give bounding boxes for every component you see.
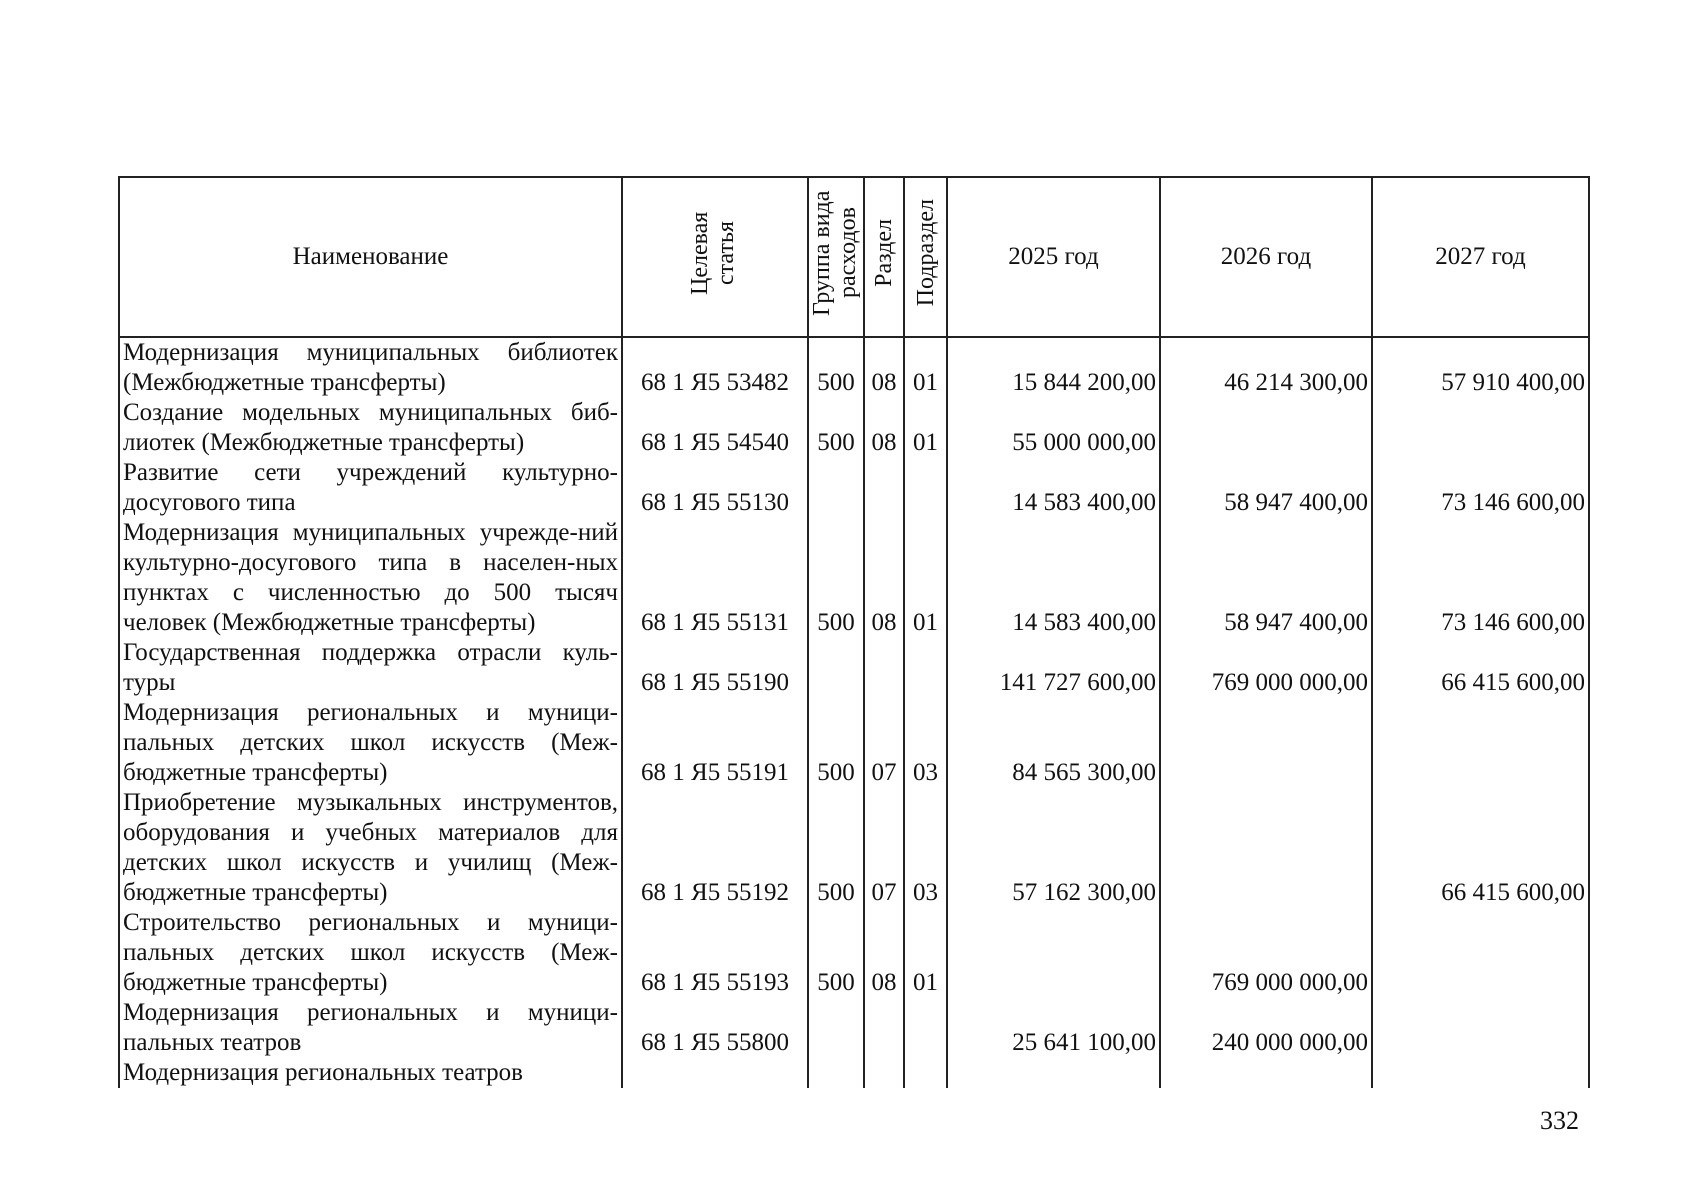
row-section: 08 xyxy=(864,398,904,458)
row-target-article: 68 1 Я5 55191 xyxy=(622,698,808,788)
row-name: Приобретение музыкальных инструментов, оборудования и учебных материалов для детских школ искусств и училищ (Меж-бюджетные трансферты) xyxy=(119,788,622,908)
row-section xyxy=(864,998,904,1058)
row-expense-group: 500 xyxy=(808,337,864,398)
table-row xyxy=(119,1058,1589,1088)
row-name: Модернизация региональных театров xyxy=(119,1058,622,1088)
budget-table-container xyxy=(118,176,1588,1088)
row-amount-2025 xyxy=(947,1058,1160,1088)
row-subsection xyxy=(904,1058,947,1088)
row-section: 07 xyxy=(864,788,904,908)
row-amount-2025 xyxy=(947,908,1160,998)
row-amount-2027: 66 415 600,00 xyxy=(1372,638,1589,698)
row-subsection: 03 xyxy=(904,788,947,908)
row-section xyxy=(864,458,904,518)
page-number: 332 xyxy=(1540,1106,1579,1135)
table-row xyxy=(119,788,1589,908)
row-amount-2025: 25 641 100,00 xyxy=(947,998,1160,1058)
row-amount-2025: 57 162 300,00 xyxy=(947,788,1160,908)
table-row xyxy=(119,908,1589,998)
row-target-article: 68 1 Я5 55130 xyxy=(622,458,808,518)
row-target-article: 68 1 Я5 55193 xyxy=(622,908,808,998)
row-section xyxy=(864,1058,904,1088)
table-body xyxy=(119,337,1589,1088)
row-target-article: 68 1 Я5 54540 xyxy=(622,398,808,458)
row-subsection: 01 xyxy=(904,518,947,638)
row-subsection: 01 xyxy=(904,908,947,998)
row-section xyxy=(864,638,904,698)
row-amount-2026: 240 000 000,00 xyxy=(1160,998,1372,1058)
budget-table xyxy=(118,176,1590,1088)
table-header xyxy=(119,177,1589,337)
row-subsection xyxy=(904,998,947,1058)
row-amount-2026: 769 000 000,00 xyxy=(1160,638,1372,698)
row-name: Модернизация региональных и муници-пальных театров xyxy=(119,998,622,1058)
row-amount-2025: 84 565 300,00 xyxy=(947,698,1160,788)
row-subsection: 01 xyxy=(904,398,947,458)
row-amount-2026 xyxy=(1160,1058,1372,1088)
row-target-article: 68 1 Я5 55190 xyxy=(622,638,808,698)
header-subsection: Подраздел xyxy=(904,177,947,337)
row-subsection: 03 xyxy=(904,698,947,788)
table-row xyxy=(119,458,1589,518)
header-section: Раздел xyxy=(864,177,904,337)
table-row xyxy=(119,698,1589,788)
row-target-article: 68 1 Я5 55800 xyxy=(622,998,808,1058)
row-section: 08 xyxy=(864,908,904,998)
row-section: 08 xyxy=(864,337,904,398)
row-amount-2025: 14 583 400,00 xyxy=(947,518,1160,638)
row-target-article: 68 1 Я5 55192 xyxy=(622,788,808,908)
row-amount-2025: 141 727 600,00 xyxy=(947,638,1160,698)
row-name: Модернизация региональных и муници-пальных детских школ искусств (Меж-бюджетные трансферты) xyxy=(119,698,622,788)
row-expense-group: 500 xyxy=(808,788,864,908)
row-expense-group: 500 xyxy=(808,398,864,458)
row-amount-2027: 73 146 600,00 xyxy=(1372,458,1589,518)
row-amount-2027 xyxy=(1372,998,1589,1058)
row-subsection: 01 xyxy=(904,337,947,398)
row-expense-group xyxy=(808,458,864,518)
header-row xyxy=(119,177,1589,337)
row-amount-2025: 55 000 000,00 xyxy=(947,398,1160,458)
row-name: Развитие сети учреждений культурно-досугового типа xyxy=(119,458,622,518)
row-subsection xyxy=(904,458,947,518)
row-amount-2025: 15 844 200,00 xyxy=(947,337,1160,398)
row-amount-2027: 66 415 600,00 xyxy=(1372,788,1589,908)
table-row xyxy=(119,398,1589,458)
row-amount-2026 xyxy=(1160,398,1372,458)
row-amount-2026 xyxy=(1160,698,1372,788)
row-name: Создание модельных муниципальных биб-лиотек (Межбюджетные трансферты) xyxy=(119,398,622,458)
row-amount-2025: 14 583 400,00 xyxy=(947,458,1160,518)
header-name: Наименование xyxy=(119,177,622,337)
row-target-article: 68 1 Я5 53482 xyxy=(622,337,808,398)
row-amount-2026: 58 947 400,00 xyxy=(1160,518,1372,638)
row-target-article: 68 1 Я5 55131 xyxy=(622,518,808,638)
row-expense-group xyxy=(808,638,864,698)
row-name: Строительство региональных и муници-пальных детских школ искусств (Меж-бюджетные трансферты) xyxy=(119,908,622,998)
row-amount-2026: 58 947 400,00 xyxy=(1160,458,1372,518)
table-row xyxy=(119,337,1589,398)
row-section: 07 xyxy=(864,698,904,788)
row-amount-2026: 769 000 000,00 xyxy=(1160,908,1372,998)
table-row xyxy=(119,998,1589,1058)
header-target-article: Целевая статья xyxy=(622,177,808,337)
row-subsection xyxy=(904,638,947,698)
row-amount-2027: 73 146 600,00 xyxy=(1372,518,1589,638)
row-amount-2027 xyxy=(1372,1058,1589,1088)
row-amount-2027 xyxy=(1372,698,1589,788)
row-expense-group: 500 xyxy=(808,518,864,638)
row-name: Модернизация муниципальных библиотек (Межбюджетные трансферты) xyxy=(119,337,622,398)
row-target-article xyxy=(622,1058,808,1088)
row-amount-2027 xyxy=(1372,908,1589,998)
header-expense-group: Группа вида расходов xyxy=(808,177,864,337)
table-row xyxy=(119,518,1589,638)
row-expense-group xyxy=(808,998,864,1058)
row-name: Модернизация муниципальных учрежде-ний культурно-досугового типа в населен-ных пунктах с численностью до 500 тысяч человек (Межбюджетные трансферты) xyxy=(119,518,622,638)
row-expense-group: 500 xyxy=(808,698,864,788)
row-amount-2026 xyxy=(1160,788,1372,908)
row-expense-group xyxy=(808,1058,864,1088)
header-year-2027: 2027 год xyxy=(1372,177,1589,337)
row-amount-2026: 46 214 300,00 xyxy=(1160,337,1372,398)
row-amount-2027 xyxy=(1372,398,1589,458)
row-amount-2027: 57 910 400,00 xyxy=(1372,337,1589,398)
header-year-2025: 2025 год xyxy=(947,177,1160,337)
header-year-2026: 2026 год xyxy=(1160,177,1372,337)
row-name: Государственная поддержка отрасли куль-туры xyxy=(119,638,622,698)
row-expense-group: 500 xyxy=(808,908,864,998)
row-section: 08 xyxy=(864,518,904,638)
table-row xyxy=(119,638,1589,698)
